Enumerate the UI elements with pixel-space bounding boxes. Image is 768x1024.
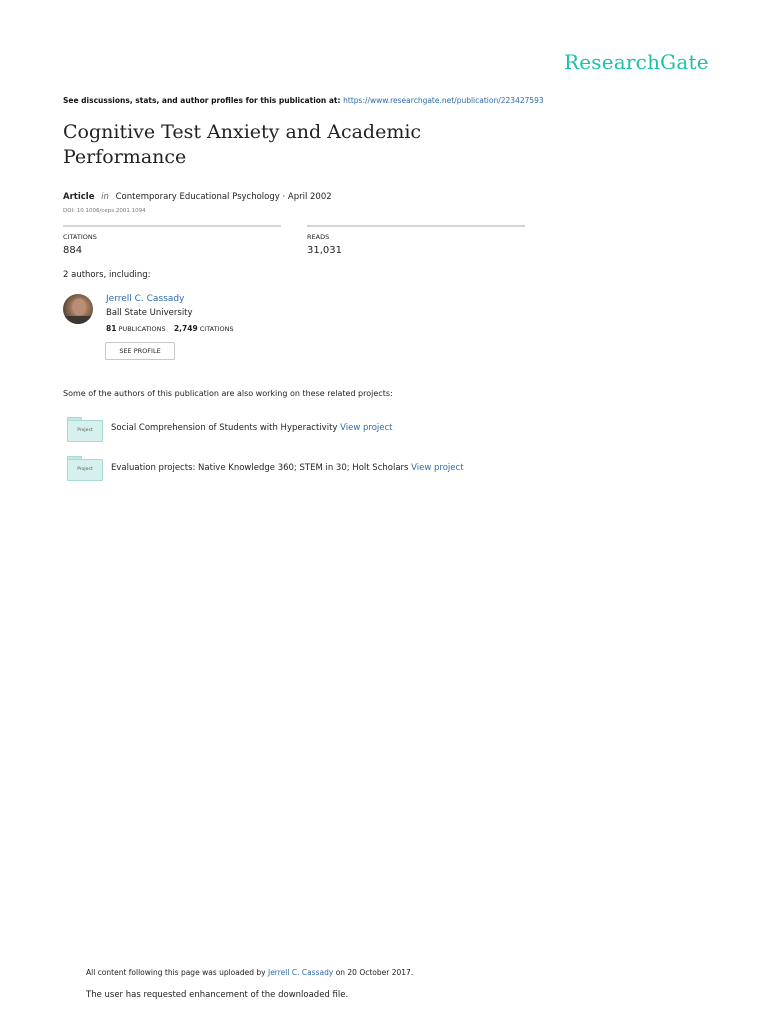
article-meta [63,192,332,202]
page-title: Cognitive Test Anxiety and Academic Performance [63,121,422,168]
avatar[interactable] [63,294,93,324]
author-citations-count: 2,749 [173,324,198,333]
project-item [111,423,393,433]
discussion-text: See discussions, stats, and author profiles for this publication at: [63,96,341,105]
upload-note-post: on 20 October 2017. [335,968,414,977]
project-item [111,463,464,473]
discussion-line [63,96,544,105]
citations-divider [63,225,281,227]
article-kind: Article [63,192,95,202]
project-folder-label: Project [67,420,103,442]
project-title: Evaluation projects: Native Knowledge 360; STEM in 30; Holt Scholars [111,463,409,473]
reads-divider [307,225,525,227]
authors-heading: 2 authors, including: [63,270,151,280]
citations-label: CITATIONS [63,233,97,241]
project-title: Social Comprehension of Students with Hyperactivity [111,423,338,433]
reads-label: READS [307,233,330,241]
project-folder-label: Project [67,459,103,481]
author-stats [106,324,234,333]
publication-url-link[interactable]: https://www.researchgate.net/publication/223427593 [343,96,544,105]
journal-venue: Contemporary Educational Psychology · April 2002 [115,192,332,202]
see-profile-button[interactable]: SEE PROFILE [105,342,175,360]
reads-count: 31,031 [307,245,342,256]
doi-text: DOI: 10.1006/ceps.2001.1094 [63,208,146,214]
uploader-link[interactable]: Jerrell C. Cassady [267,968,334,977]
author-photo-icon [63,294,93,324]
author-citations-label: CITATIONS [199,325,234,333]
project-folder-icon [67,417,101,437]
project-folder-icon [67,456,101,476]
view-project-link[interactable]: View project [340,423,393,433]
upload-note-pre: All content following this page was uploaded by [86,968,266,977]
enhancement-note: The user has requested enhancement of the downloaded file. [86,990,349,1000]
researchgate-logo[interactable]: ResearchGate [564,50,709,74]
projects-heading: Some of the authors of this publication are also working on these related projects: [63,389,393,398]
author-institution: Ball State University [106,308,193,318]
author-publications-count: 81 [106,324,117,333]
upload-note [86,968,413,977]
view-project-link[interactable]: View project [411,463,464,473]
article-in-label: in [101,192,109,202]
author-name-link[interactable]: Jerrell C. Cassady [106,294,185,304]
author-publications-label: PUBLICATIONS [118,325,166,333]
citations-count: 884 [63,245,83,256]
